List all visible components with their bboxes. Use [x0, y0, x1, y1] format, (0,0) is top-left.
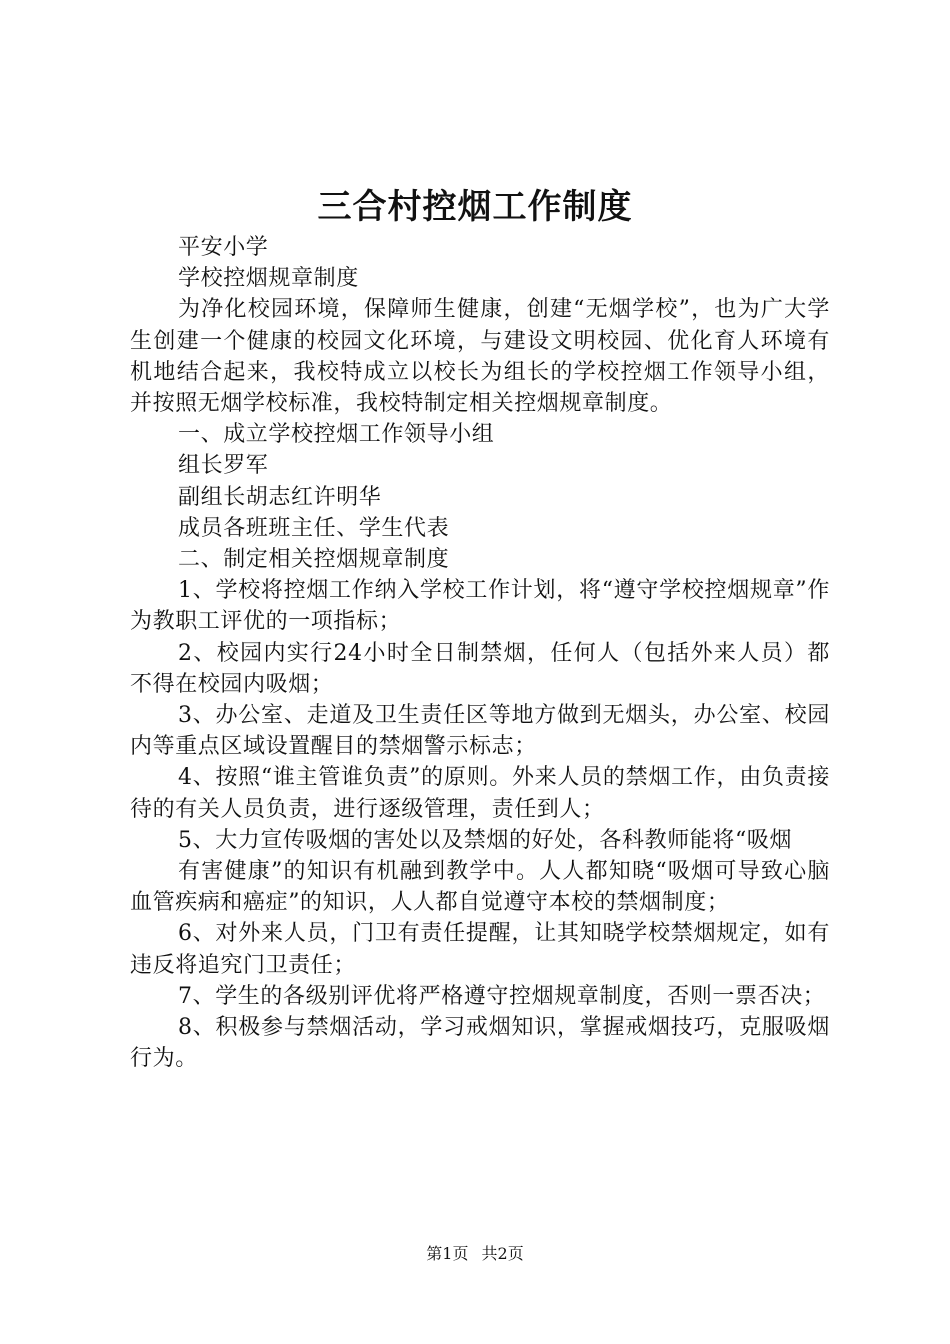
paragraph-rule-8: 8、积极参与禁烟活动，学习戒烟知识，掌握戒烟技巧，克服吸烟行为。: [130, 1015, 830, 1072]
paragraph-section-1-heading: 一、成立学校控烟工作领导小组: [178, 422, 495, 448]
paragraph-intro: 为净化校园环境，保障师生健康，创建“无烟学校”，也为广大学生创建一个健康的校园文化环境，与建设文明校园、优化育人环境有机地结合起来，我校特成立以校长为组长的学校控烟工作领导小组，并按照无烟学校标准，我校特制定相关控烟规章制度。: [130, 297, 830, 417]
paragraph-members: 成员各班班主任、学生代表: [178, 515, 450, 541]
page-footer: [0, 1242, 950, 1266]
paragraph-school-name: 平安小学: [178, 235, 269, 260]
paragraph-rule-6: 6、对外来人员，门卫有责任提醒，让其知晓学校禁烟规定，如有违反将追究门卫责任；: [130, 921, 830, 978]
page-number-current: 第1页: [426, 1244, 469, 1263]
paragraph-rule-7: 7、学生的各级别评优将严格遵守控烟规章制度，否则一票否决；: [178, 983, 826, 1009]
document-body: [130, 232, 830, 1074]
paragraph-rule-4: 4、按照“谁主管谁负责”的原则。外来人员的禁烟工作，由负责接待的有关人员负责，进行逐级管理，责任到人；: [130, 765, 830, 822]
paragraph-rule-2: 2、校园内实行24小时全日制禁烟，任何人（包括外来人员）都不得在校园内吸烟；: [130, 640, 830, 697]
paragraph-rule-5-continued: 有害健康”的知识有机融到教学中。人人都知晓“吸烟可导致心脑血管疾病和癌症”的知识，人人都自觉遵守本校的禁烟制度；: [130, 859, 830, 916]
paragraph-section-2-heading: 二、制定相关控烟规章制度: [178, 547, 450, 573]
page-number-total: 共2页: [481, 1244, 524, 1263]
paragraph-deputy-leaders: 副组长胡志红许明华: [178, 484, 382, 510]
paragraph-rule-1: 1、学校将控烟工作纳入学校工作计划，将“遵守学校控烟规章”作为教职工评优的一项指标；: [130, 578, 830, 635]
paragraph-leader: 组长罗军: [178, 453, 269, 479]
paragraph-subtitle: 学校控烟规章制度: [178, 266, 359, 292]
paragraph-rule-3: 3、办公室、走道及卫生责任区等地方做到无烟头，办公室、校园内等重点区域设置醒目的禁烟警示标志；: [130, 703, 830, 760]
document-title: 三合村控烟工作制度: [317, 187, 633, 227]
paragraph-rule-5: 5、大力宣传吸烟的害处以及禁烟的好处，各科教师能将“吸烟: [178, 827, 793, 853]
